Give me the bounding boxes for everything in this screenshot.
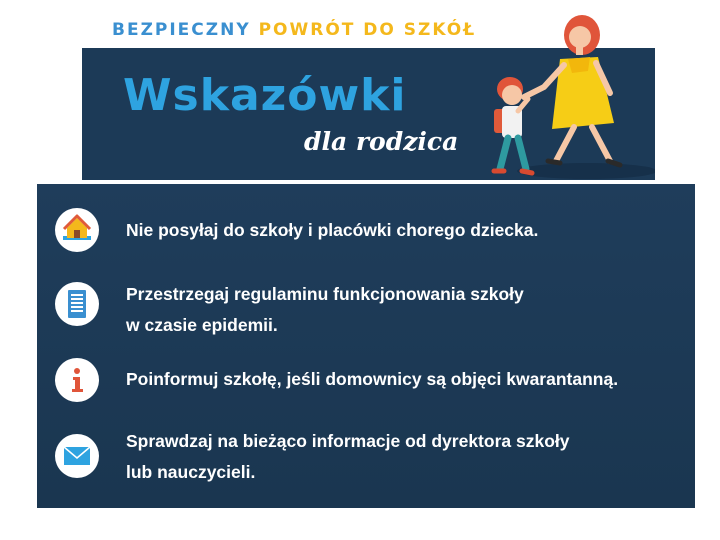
page-subtitle: dla rodzica <box>304 127 459 156</box>
campaign-title-part1: BEZPIECZNY <box>112 20 251 40</box>
campaign-title-part2: POWRÓT DO SZKÓŁ <box>258 20 477 40</box>
envelope-icon <box>55 434 99 478</box>
house-icon <box>55 208 99 252</box>
info-icon <box>55 358 99 402</box>
page-title: Wskazówki <box>123 70 407 121</box>
header-banner <box>82 11 655 180</box>
document-icon <box>55 282 99 326</box>
tip-text: Sprawdzaj na bieżąco informacje od dyrektora szkoły lub nauczycieli. <box>126 431 570 482</box>
tip-text: Przestrzegaj regulaminu funkcjonowania szkoły w czasie epidemii. <box>126 284 524 335</box>
tip-text: Poinformuj szkołę, jeśli domownicy są objęci kwarantanną. <box>126 369 619 389</box>
tip-text: Nie posyłaj do szkoły i placówki chorego dziecka. <box>126 220 539 240</box>
tips-panel <box>37 184 695 508</box>
mother-and-child-illustration <box>82 11 655 180</box>
